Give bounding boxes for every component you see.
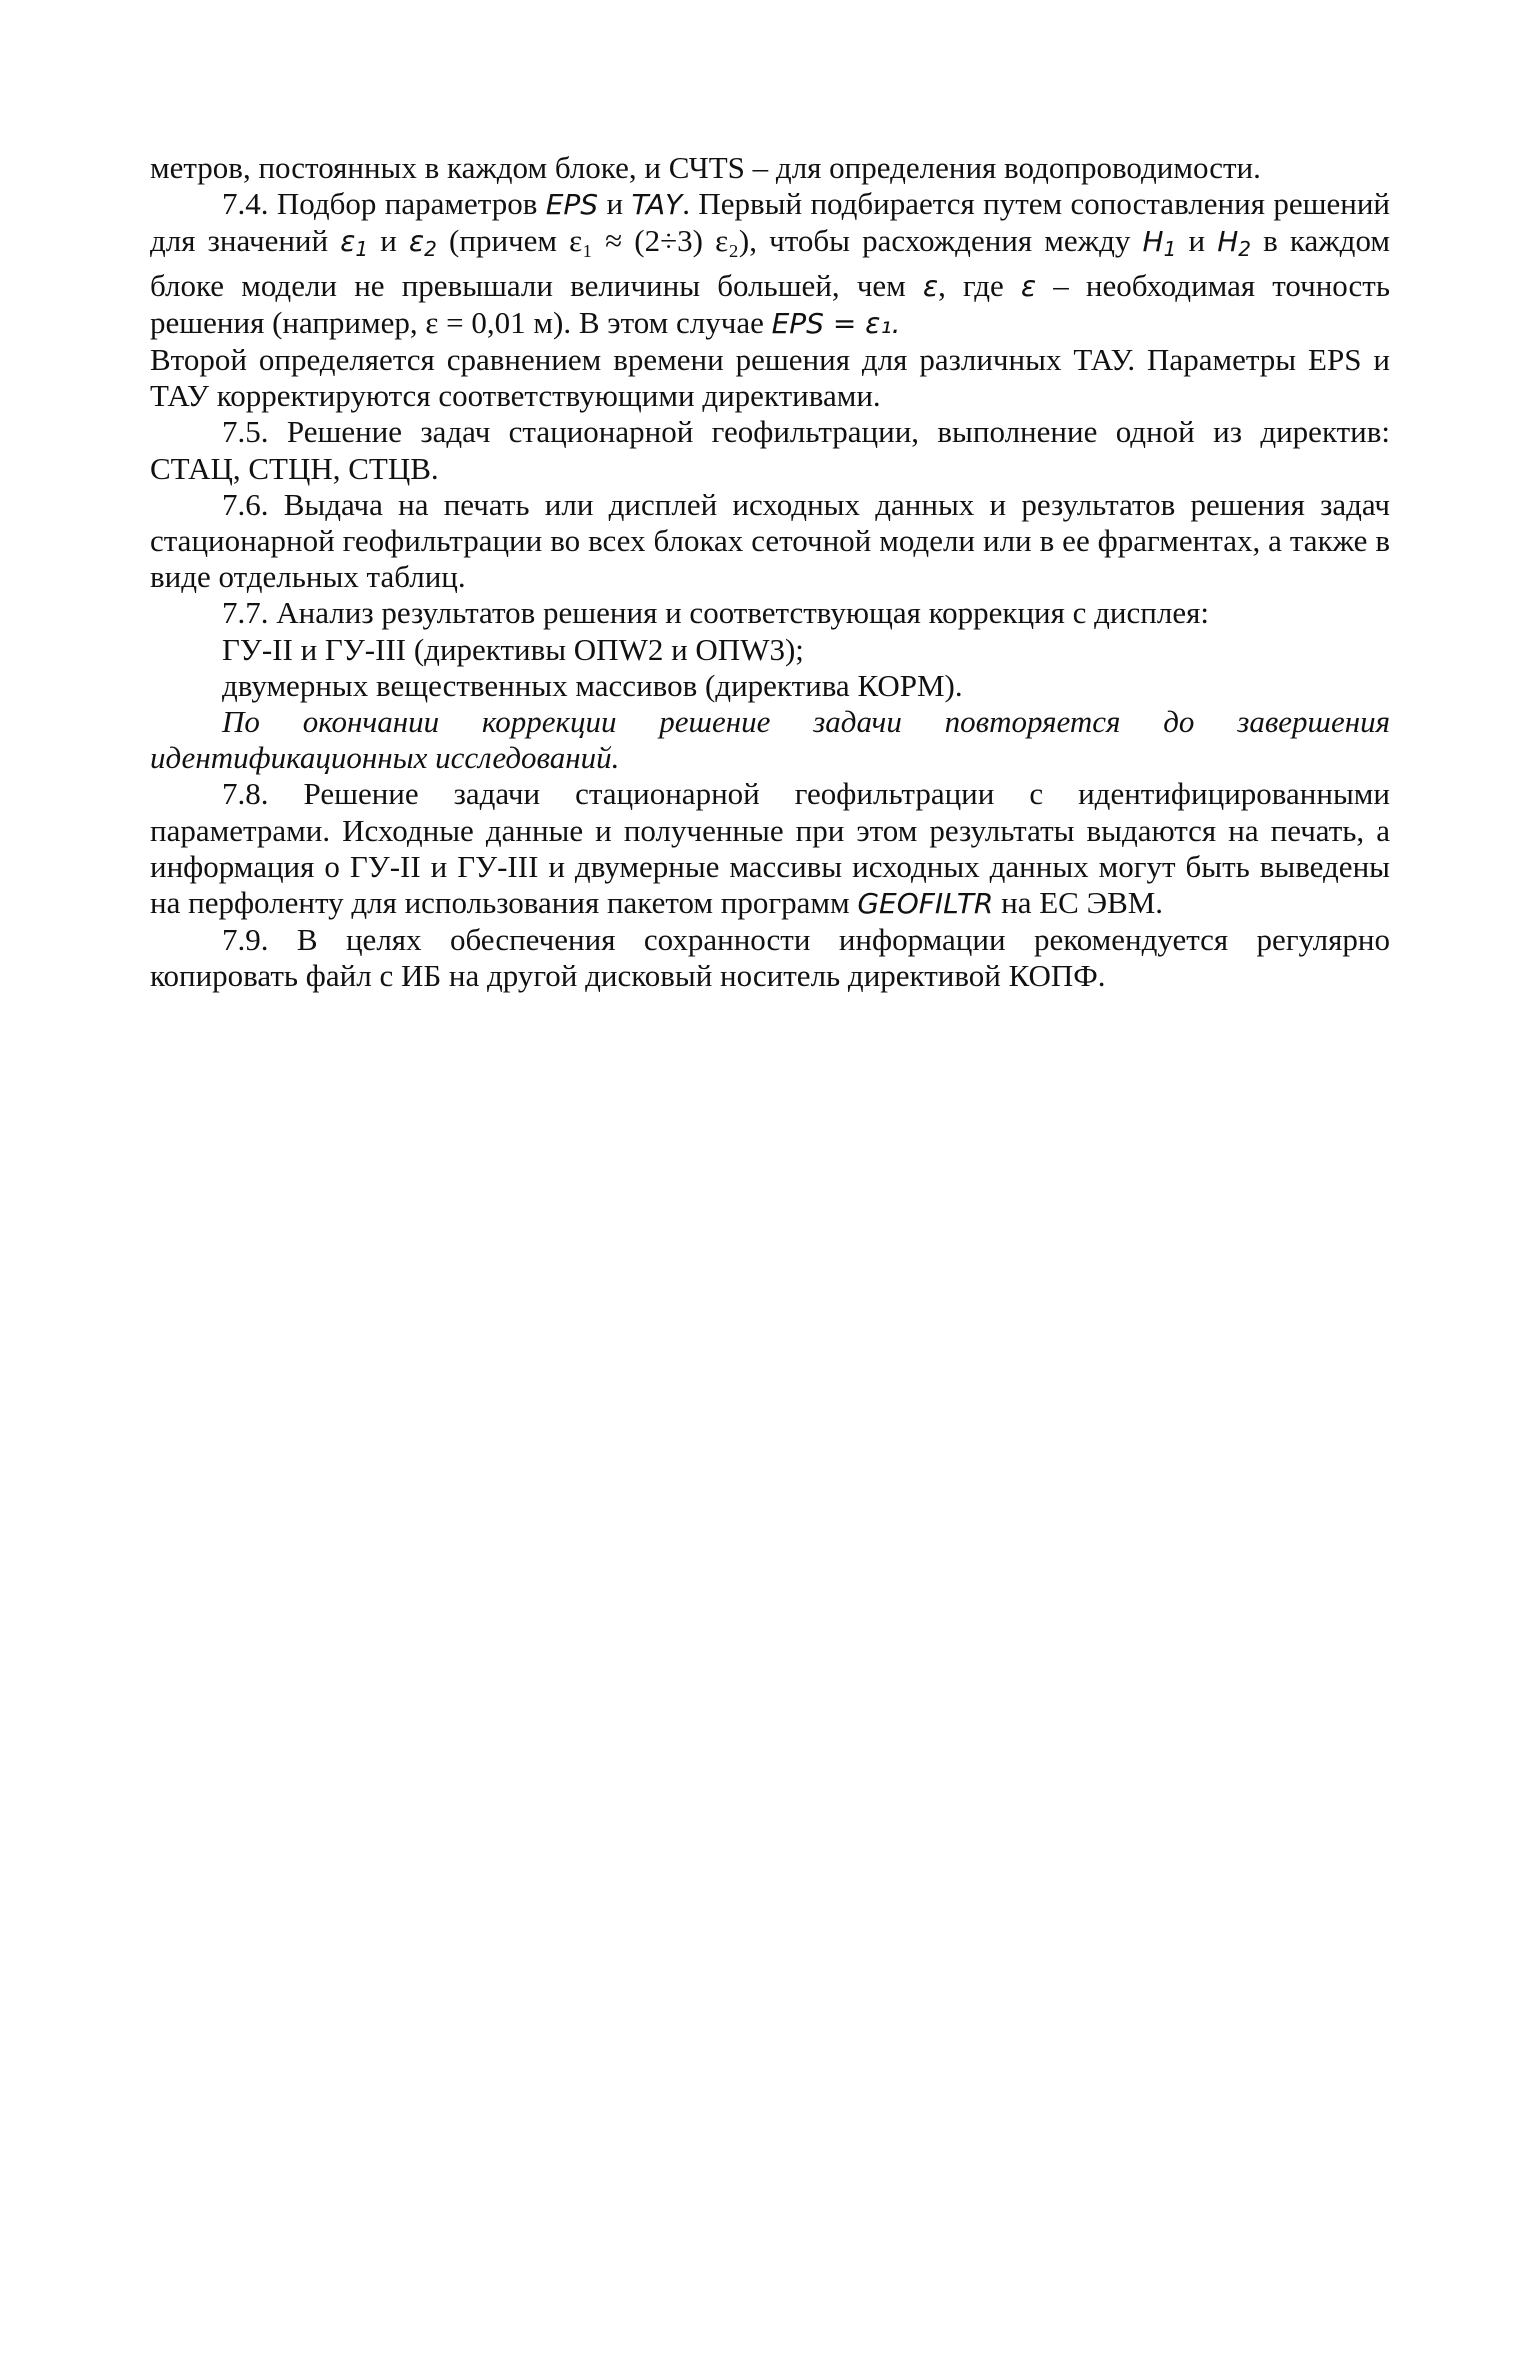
symbol-h2: $H_2$ [1217,225,1251,262]
paragraph-second-param: Второй определяется сравнением времени решения для различных ТАУ. Параметры EPS и ТАУ корректируются соответствующими директивами. [150,342,1390,414]
paragraph-7-4: 7.4. Подбор параметров EPS и TAY. Первый подбирается путем сопоставления решений для значений $\varepsilon_1$ и $\varepsilon_2$ (причем ε₁ ≈ (2÷3) ε₂), чтобы расхождения между $H_1$ и $H_2$ в каждом блоке модели не превышали величины большей, чем ε, где ε – необходимая точность решения (например, ε = 0,01 м). В этом случае EPS = ε₁. [150,186,1390,340]
param-eps: EPS [545,188,599,222]
list-item-boundary-conditions: ГУ-II и ГУ-III (директивы ОПW2 и ОПW3); [222,631,804,667]
paragraph-7-8: 7.8. Решение задачи стационарной геофильтрации с идентифицированными параметрами. Исходные данные и полученные при этом результаты выдаются на печать, а информация о ГУ-II и ГУ-III и двумерные массивы исходных данных могут быть выведены на перфоленту для использования пакетом программ GEOFILTR на ЕС ЭВМ. [150,776,1390,921]
paragraph-7-7: 7.7. Анализ результатов решения и соответствующая коррекция с дисплея: [222,595,1209,631]
document-page [150,150,1390,995]
item-number: 7.4. [222,186,269,222]
param-tay: TAY [631,188,683,222]
paragraph-continuation: метров, постоянных в каждом блоке, и СЧТS – для определения водопроводимости. [150,150,1261,185]
paragraph-7-6: 7.6. Выдача на печать или дисплей исходных данных и результатов решения задач стационарной геофильтрации во всех блоках сеточной модели или в ее фрагментах, а также в виде отдельных таблиц. [150,486,1390,595]
paragraph-7-9: 7.9. В целях обеспечения сохранности информации рекомендуется регулярно копировать файл с ИБ на другой дисковый носитель директивой КОПФ. [150,922,1390,994]
eps-equals-epsilon-1: EPS = ε₁. [771,306,901,340]
paragraph-7-5: 7.5. Решение задач стационарной геофильтрации, выполнение одной из директив: СТАЦ, СТЦН, СТЦВ. [150,414,1390,486]
list-item-arrays: двумерных вещественных массивов (директива КОРМ). [222,667,963,703]
symbol-epsilon: ε [922,269,939,303]
program-package-name: GEOFILTR [857,887,994,921]
symbol-epsilon-1: $\varepsilon_1$ [340,225,369,262]
epsilon-example-value: ε = 0,01 м [425,304,554,340]
epsilon-relation: ε₁ ≈ (2÷3) ε₂ [569,223,739,259]
symbol-h1: $H_1$ [1142,225,1177,262]
paragraph-correction-note: По окончании коррекции решение задачи повторяется до завершения идентификационных исследований. [150,704,1390,776]
symbol-epsilon-accuracy: ε [1020,269,1037,303]
symbol-epsilon-2: $\varepsilon_2$ [409,225,437,262]
